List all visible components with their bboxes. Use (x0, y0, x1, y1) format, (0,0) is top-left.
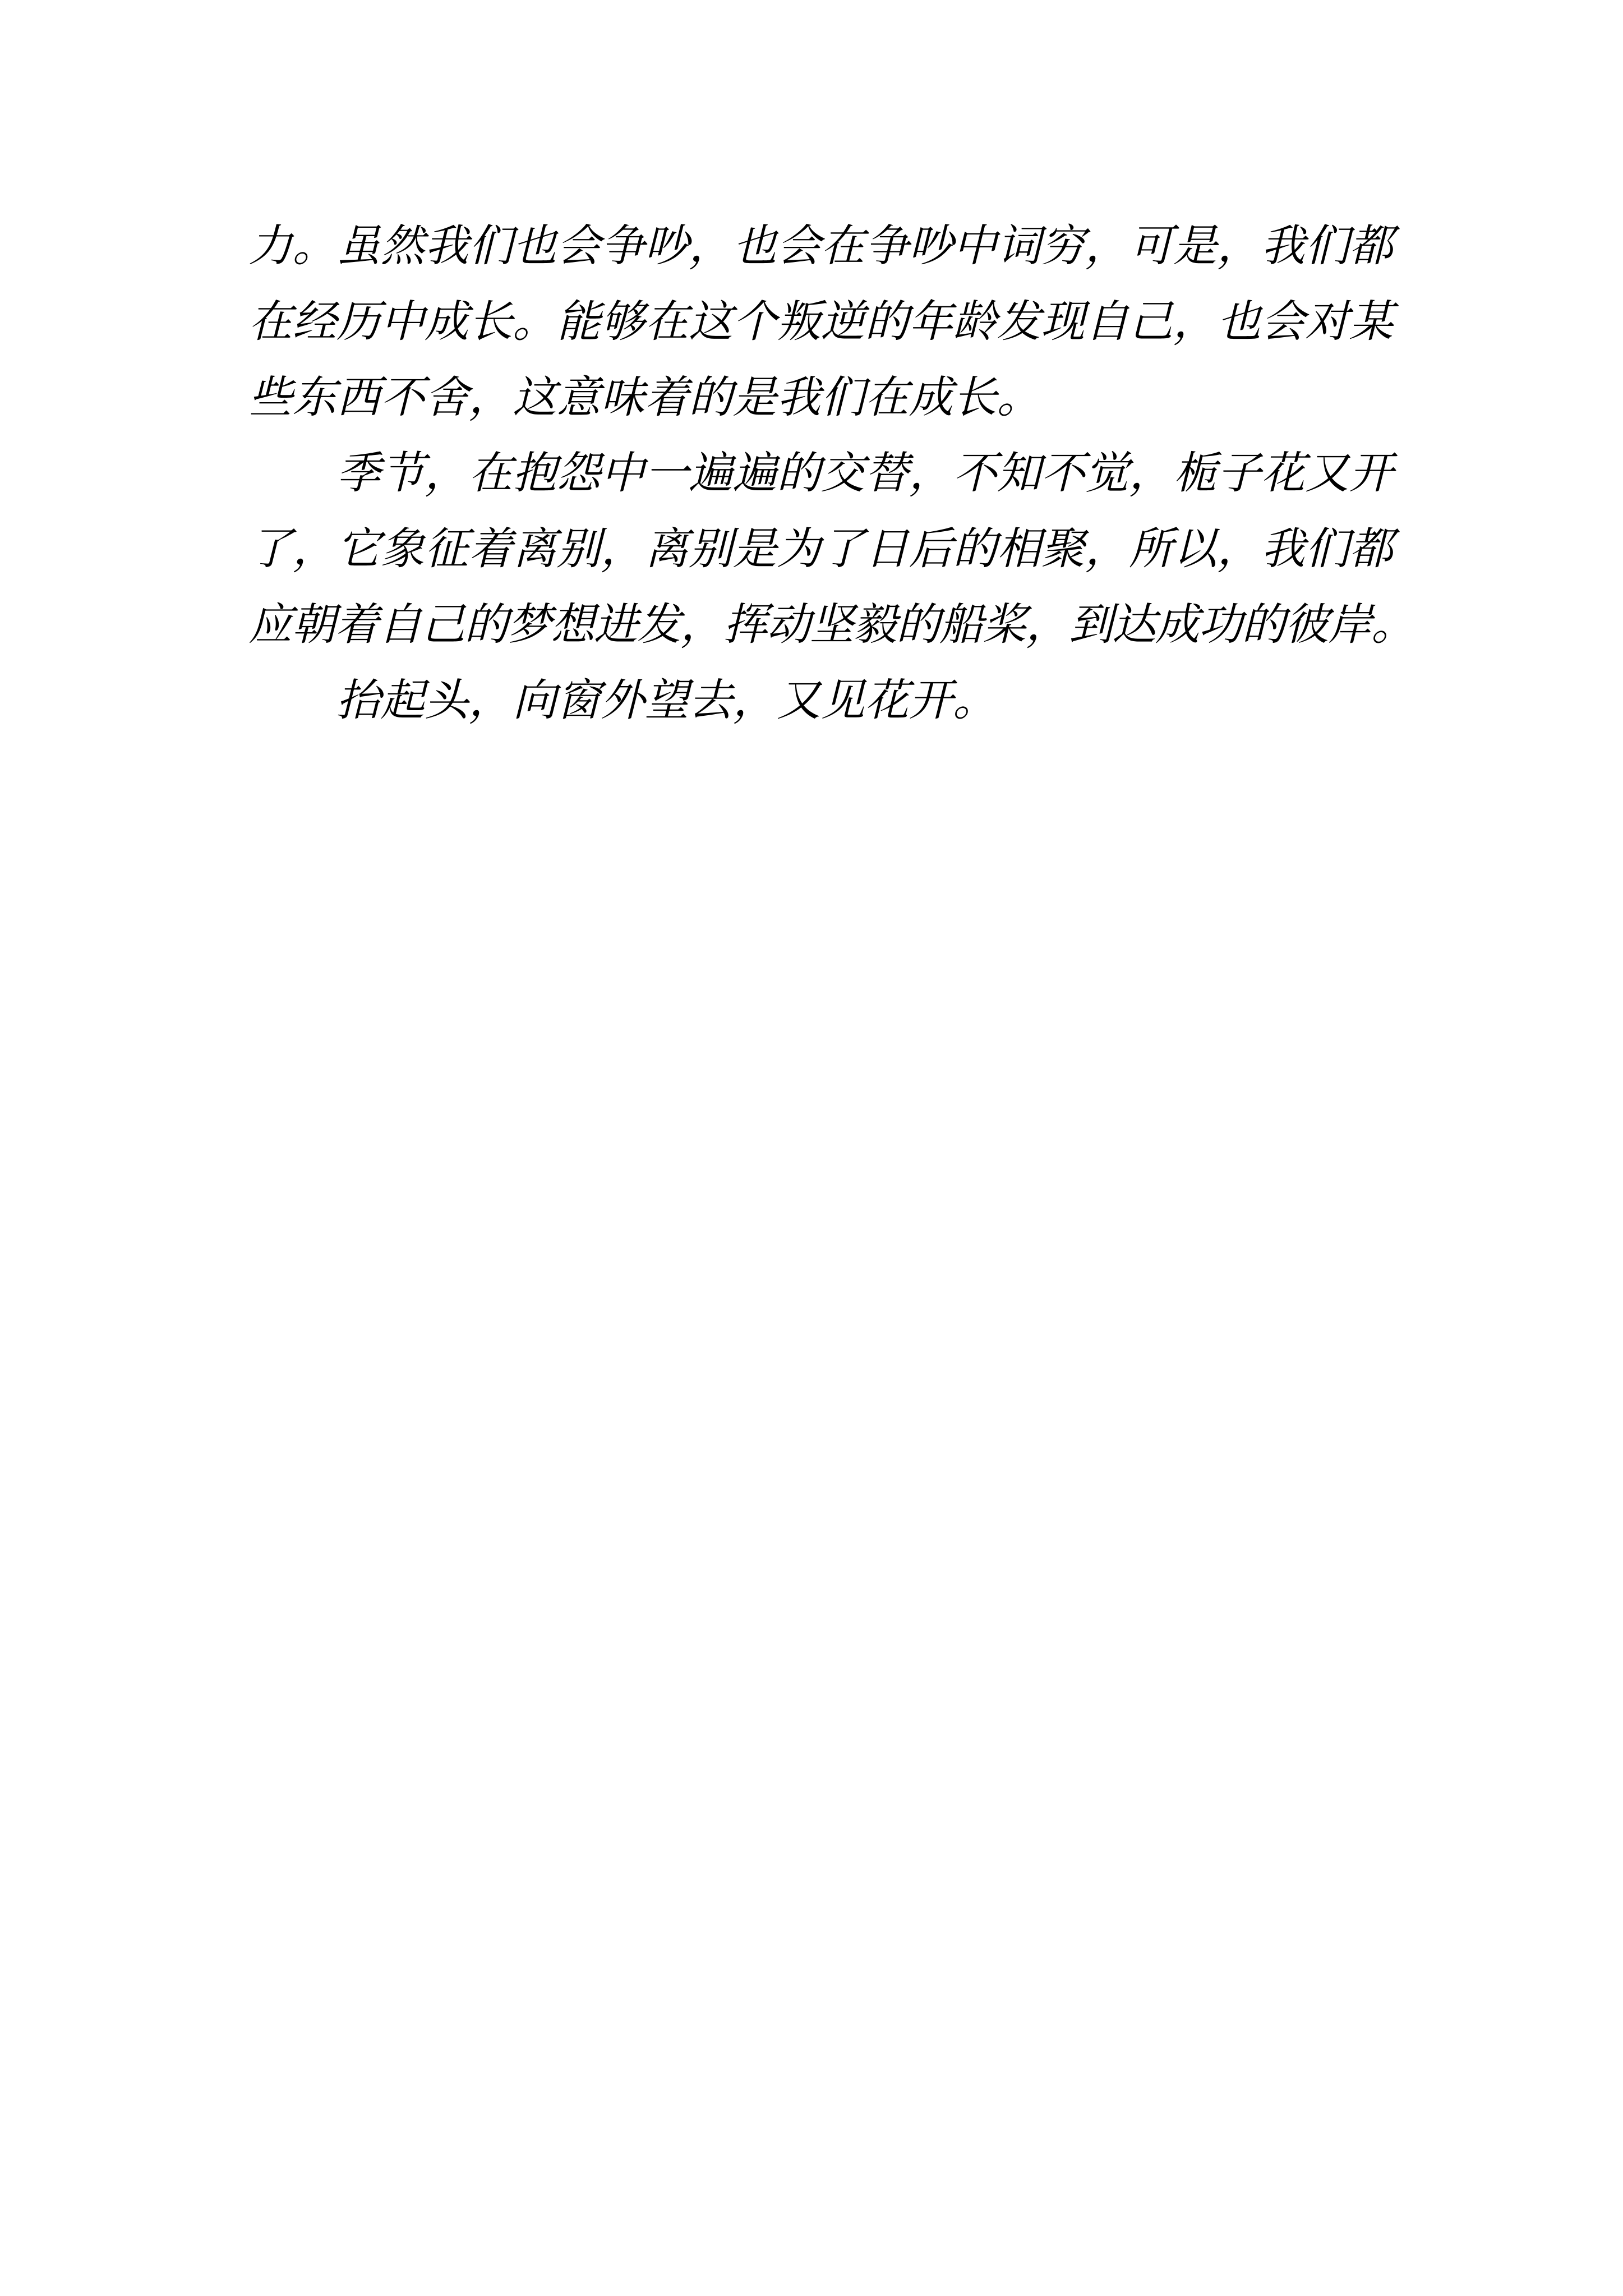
text-line: 在经历中成长。能够在这个叛逆的年龄发现自己，也会对某 (248, 297, 1394, 346)
text-line: 些东西不舍，这意味着的是我们在成长。 (248, 373, 1041, 422)
text-line: 抬起头，向窗外望去，又见花开。 (336, 676, 997, 725)
text-line: 季节，在抱怨中一遍遍的交替，不知不觉，栀子花又开 (336, 449, 1394, 498)
text-line: 了，它象征着离别，离别是为了日后的相聚，所以，我们都 (248, 524, 1394, 573)
essay-text-block (248, 208, 1437, 738)
text-line: 应朝着自己的梦想进发，挥动坚毅的船桨，到达成功的彼岸。 (248, 600, 1415, 649)
text-line: 力。虽然我们也会争吵，也会在争吵中词穷，可是，我们都 (248, 222, 1394, 270)
